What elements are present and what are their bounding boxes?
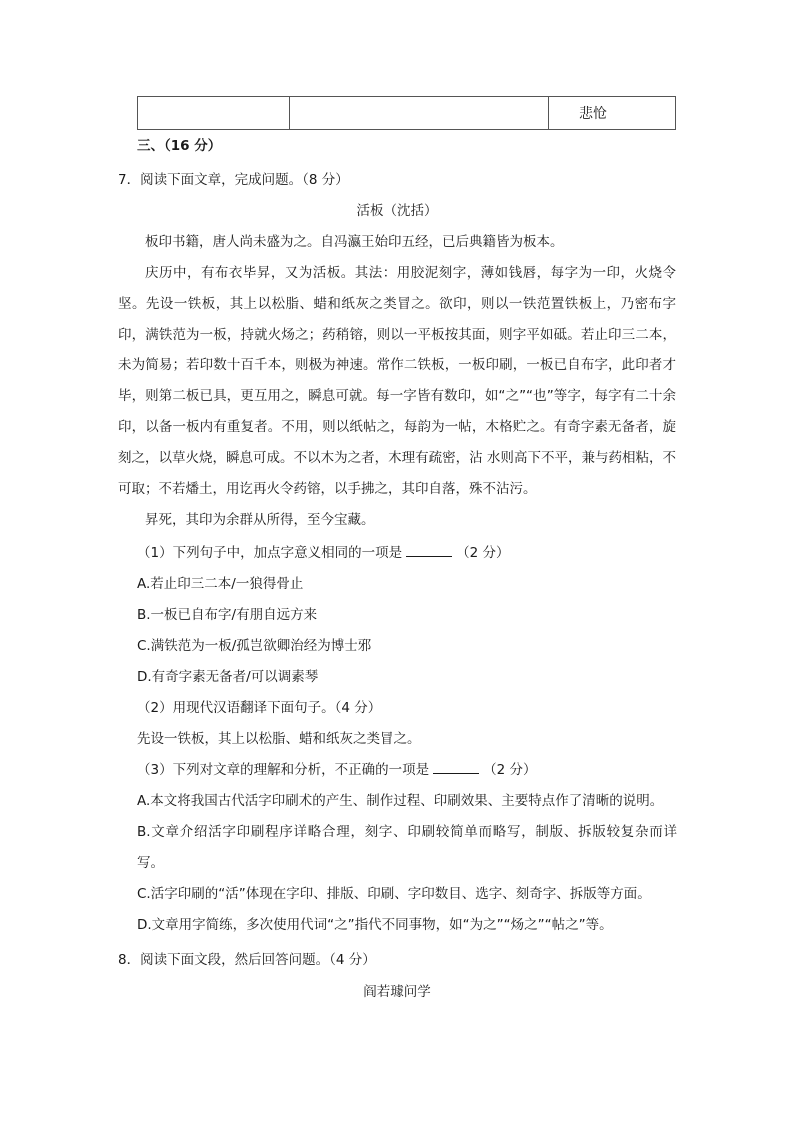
table-cell [138, 97, 290, 130]
passage-title: 阎若璩问学 [363, 984, 431, 1000]
translation-sentence: 先设一铁板，其上以松脂、蜡和纸灰之类冒之。 [137, 731, 421, 747]
passage-paragraph: 昇死，其印为余群从所得，至今宝藏。 [145, 512, 375, 528]
answer-blank [406, 544, 452, 557]
question-7-prompt: 7．阅读下面文章，完成问题。（8 分） [118, 172, 349, 188]
section-heading: 三、（16 分） [137, 138, 222, 154]
option-b: B.文章介绍活字印刷程序详略合理，刻字、印刷较简单而略写，制版、拆版较复杂而详写。 [137, 824, 677, 871]
option-a: A.若止印三二本/一狼得骨止 [137, 576, 304, 592]
score-text: （2 分） [456, 545, 510, 561]
answer-table [137, 96, 676, 130]
subquestion-3-prompt [137, 760, 536, 780]
answer-blank [433, 761, 479, 774]
score-text: （2 分） [483, 762, 537, 778]
table-cell [290, 97, 549, 130]
option-a: A.本文将我国古代活字印刷术的产生、制作过程、印刷效果、主要特点作了清晰的说明。 [137, 793, 664, 809]
subquestion-2-prompt: （2）用现代汉语翻译下面句子。（4 分） [137, 700, 382, 716]
prompt-text: （1）下列句子中，加点字意义相同的一项是 [137, 545, 403, 561]
subquestion-1-prompt [137, 543, 509, 563]
question-8-prompt: 8．阅读下面文段，然后回答问题。（4 分） [118, 952, 376, 968]
option-c: C.活字印刷的“活”体现在字印、排版、印刷、字印数目、选字、刻奇字、拆版等方面。 [137, 886, 651, 902]
option-b: B.一板已自布字/有朋自远方来 [137, 607, 318, 623]
table-cell: 悲怆 [549, 97, 676, 130]
option-c: C.满铁范为一板/孤岂欲卿治经为博士邪 [137, 638, 372, 654]
passage-paragraph: 板印书籍，唐人尚未盛为之。自冯瀛王始印五经，已后典籍皆为板本。 [145, 234, 564, 250]
passage-title: 活板（沈括） [356, 203, 438, 219]
option-d: D.有奇字素无备者/可以调素琴 [137, 669, 319, 685]
prompt-text: （3）下列对文章的理解和分析，不正确的一项是 [137, 762, 430, 778]
passage-paragraph: 庆历中，有布衣毕昇，又为活板。其法：用胶泥刻字，薄如钱唇，每字为一印，火烧令坚。先设一铁板，其上以松脂、蜡和纸灰之类冒之。欲印，则以一铁范置铁板上，乃密布字印，满铁范为一板，持就火炀之；药稍镕，则以一平板按其面，则字平如砥。若止印三二本，未为简易；若印数十百千本，则极为神速。常作二铁板，一板印刷，一板已自布字，此印者才毕，则第二板已具，更互用之，瞬息可就。每一字皆有数印，如“之”“也”等字，每字有二十余印，以备一板内有重复者。不用，则以纸帖之，每韵为一帖，木格贮之。有奇字素无备者，旋刻之，以草火烧，瞬息可成。不以木为之者，木理有疏密，沾 水则高下不平，兼与药相粘，不可取；不若燔土，用讫再火令药镕，以手拂之，其印自落，殊不沾污。 [118, 265, 676, 497]
option-d: D.文章用字简练，多次使用代词“之”指代不同事物，如“为之”“炀之”“帖之”等。 [137, 917, 613, 933]
table-row [138, 97, 676, 130]
